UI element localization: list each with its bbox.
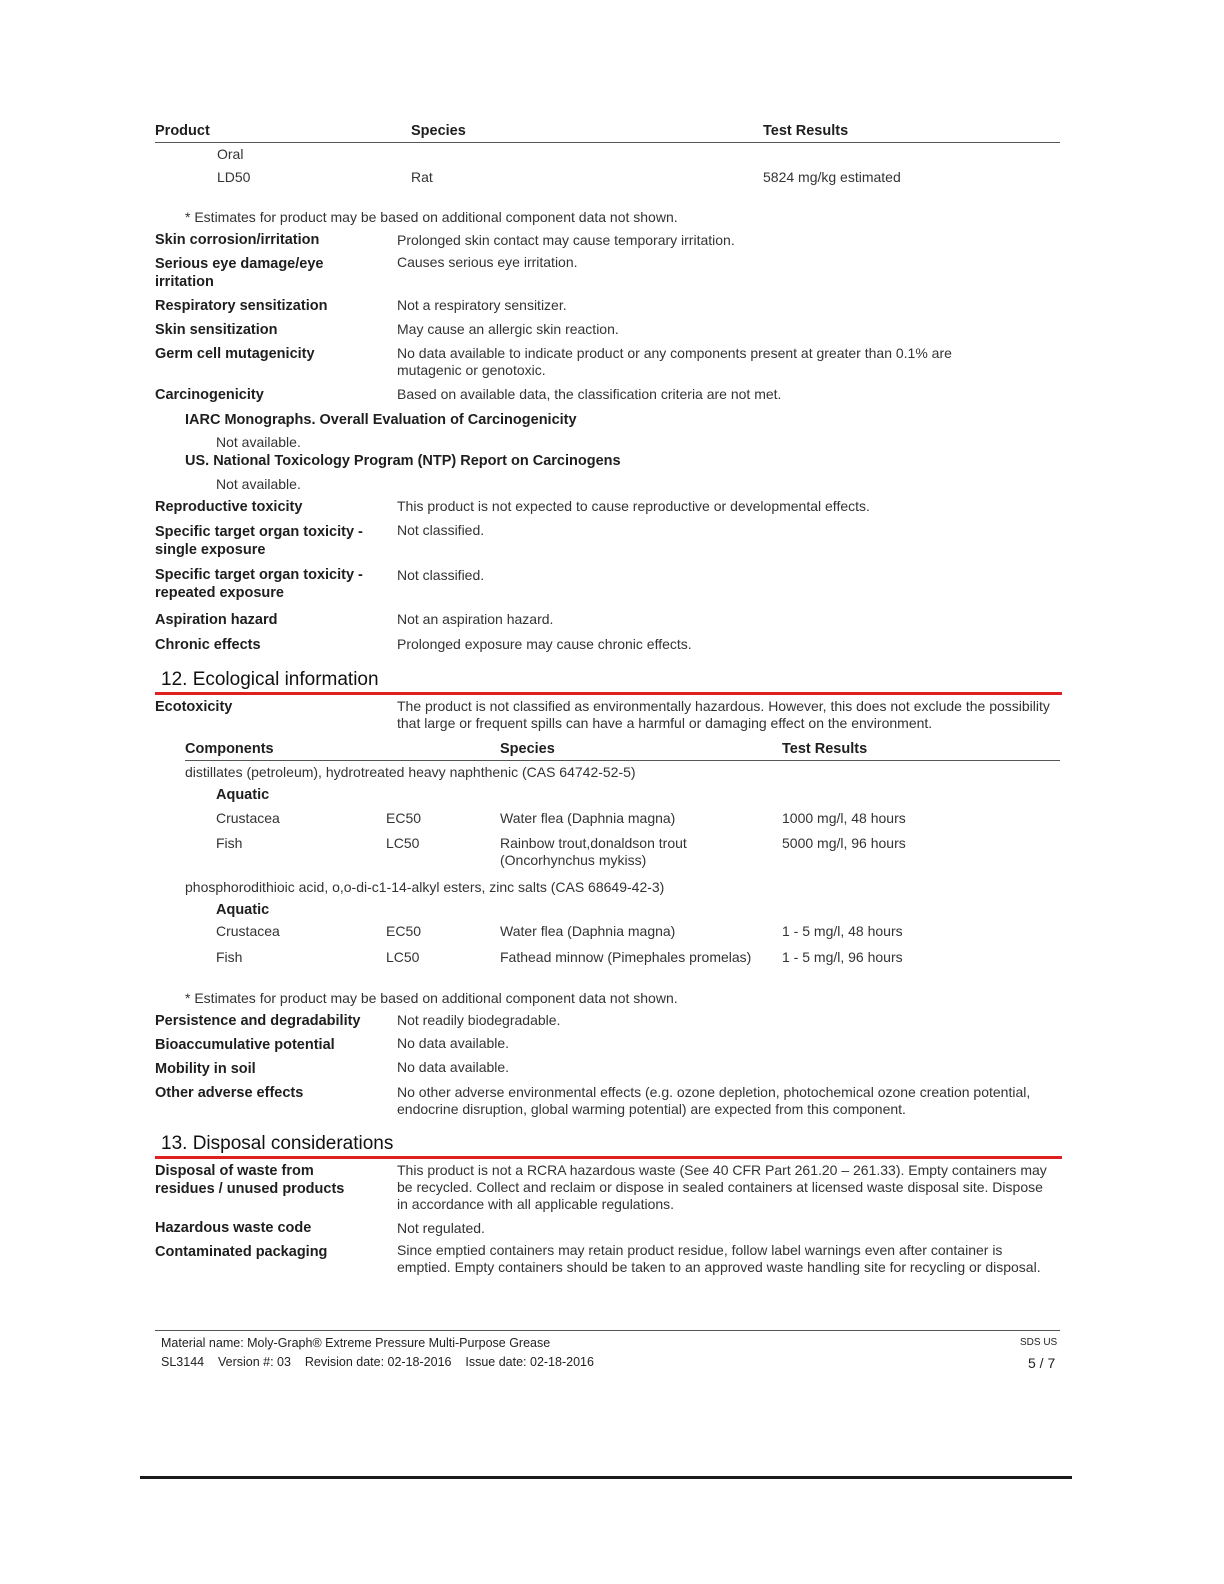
value-disposal: This product is not a RCRA hazardous waste (See 40 CFR Part 261.20 – 261.33). Empty containers may be recycled. Collect and reclaim or dispose in sealed containers at licensed waste disposal site. Dispose in accordance with all applicable regulations. [397,1162,1047,1212]
label-skin-corrosion: Skin corrosion/irritation [155,232,320,248]
label-bioaccumulative: Bioaccumulative potential [155,1037,335,1053]
label-aspiration: Aspiration hazard [155,612,278,628]
value-resp-sensitization: Not a respiratory sensitizer. [397,297,567,313]
label-eye-damage: Serious eye damage/eye irritation [155,256,324,290]
section-12-title: 12. Ecological information [161,669,379,690]
ntp-value: Not available. [216,476,301,492]
component-category: Aquatic [216,787,270,803]
value-carcinogenicity: Based on available data, the classification criteria are not met. [397,386,782,402]
value-ecotoxicity: The product is not classified as environmentally hazardous. However, this does not exclude the possibility that large or frequent spills can have a harmful or damaging effect on the environment. [397,698,1050,731]
species-value: Fathead minnow (Pimephales promelas) [500,949,752,965]
footer-region: SDS US [1020,1337,1058,1348]
result-value: 1 - 5 mg/l, 96 hours [782,949,903,965]
route: Oral [217,146,244,162]
footer-material: Material name: Moly-Graph® Extreme Pressure Multi-Purpose Grease [161,1336,551,1350]
label-chronic: Chronic effects [155,637,261,653]
iarc-value: Not available. [216,434,301,450]
section-13-rule [155,1156,1062,1159]
header-eco-results: Test Results [782,741,868,757]
header-eco-species: Species [500,741,555,757]
value-packaging: Since emptied containers may retain product residue, follow label warnings even after container is emptied. Empty containers should be taken to an approved waste handling site for recycling or disposal. [397,1242,1041,1275]
value-other-adverse: No other adverse environmental effects (e.g. ozone depletion, photochemical ozone creation potential, endocrine disruption, global warming potential) are expected from this component. [397,1084,1031,1117]
eco-header-rule [185,760,1060,761]
label-packaging: Contaminated packaging [155,1244,328,1260]
header-test-results: Test Results [763,123,849,139]
estimate-note: * Estimates for product may be based on additional component data not shown. [185,990,678,1006]
component-name: distillates (petroleum), hydrotreated heavy naphthenic (CAS 64742-52-5) [185,764,636,780]
label-hazardous-code: Hazardous waste code [155,1220,312,1236]
test-type: LC50 [386,949,420,965]
test-type: LD50 [217,169,251,185]
header-components: Components [185,741,274,757]
result-value: 1 - 5 mg/l, 48 hours [782,923,903,939]
footer-meta: SL3144 Version #: 03 Revision date: 02-18-2016 Issue date: 02-18-2016 [161,1355,594,1369]
label-persistence: Persistence and degradability [155,1013,361,1029]
bottom-edge-rule [140,1476,1072,1479]
header-rule [155,142,1060,143]
value-eye-damage: Causes serious eye irritation. [397,254,578,270]
label-ecotoxicity: Ecotoxicity [155,699,233,715]
value-skin-sensitization: May cause an allergic skin reaction. [397,321,619,337]
organism: Fish [216,949,243,965]
test-type: EC50 [386,923,422,939]
label-stot-repeated: Specific target organ toxicity - repeated exposure [155,567,363,601]
species-value: Water flea (Daphnia magna) [500,923,676,939]
value-persistence: Not readily biodegradable. [397,1012,561,1028]
result-value: 5000 mg/l, 96 hours [782,835,906,851]
header-product: Product [155,123,210,139]
value-chronic: Prolonged exposure may cause chronic effects. [397,636,692,652]
value-aspiration: Not an aspiration hazard. [397,611,554,627]
value-bioaccumulative: No data available. [397,1035,510,1051]
value-stot-single: Not classified. [397,522,485,538]
label-stot-single: Specific target organ toxicity - single exposure [155,524,363,558]
iarc-title: IARC Monographs. Overall Evaluation of Carcinogenicity [185,412,577,428]
label-disposal: Disposal of waste from residues / unused products [155,1163,345,1197]
value-germ-cell: No data available to indicate product or any components present at greater than 0.1% are mutagenic or genotoxic. [397,345,952,378]
label-resp-sensitization: Respiratory sensitization [155,298,328,314]
test-type: LC50 [386,835,420,851]
component-category: Aquatic [216,902,270,918]
result-value: 1000 mg/l, 48 hours [782,810,906,826]
organism: Fish [216,835,243,851]
label-germ-cell: Germ cell mutagenicity [155,346,315,362]
species-value: Water flea (Daphnia magna) [500,810,676,826]
value-stot-repeated: Not classified. [397,567,485,583]
header-species: Species [411,123,466,139]
value-mobility: No data available. [397,1059,510,1075]
label-other-adverse: Other adverse effects [155,1085,304,1101]
label-carcinogenicity: Carcinogenicity [155,387,264,403]
organism: Crustacea [216,810,280,826]
page-number: 5 / 7 [1028,1355,1056,1371]
section-12-rule [155,692,1062,695]
footer-rule [155,1330,1060,1331]
ntp-title: US. National Toxicology Program (NTP) Report on Carcinogens [185,453,621,469]
value-hazardous-code: Not regulated. [397,1220,485,1236]
label-skin-sensitization: Skin sensitization [155,322,278,338]
component-name: phosphorodithioic acid, o,o-di-c1-14-alkyl esters, zinc salts (CAS 68649-42-3) [185,879,665,895]
organism: Crustacea [216,923,280,939]
value-reproductive: This product is not expected to cause reproductive or developmental effects. [397,498,870,514]
result-value: 5824 mg/kg estimated [763,169,901,185]
species-value: Rat [411,169,433,185]
section-13-title: 13. Disposal considerations [161,1133,394,1154]
species-value: Rainbow trout,donaldson trout (Oncorhynchus mykiss) [500,835,687,868]
label-mobility: Mobility in soil [155,1061,256,1077]
estimate-note: * Estimates for product may be based on additional component data not shown. [185,209,678,225]
test-type: EC50 [386,810,422,826]
label-reproductive: Reproductive toxicity [155,499,303,515]
value-skin-corrosion: Prolonged skin contact may cause temporary irritation. [397,232,735,248]
